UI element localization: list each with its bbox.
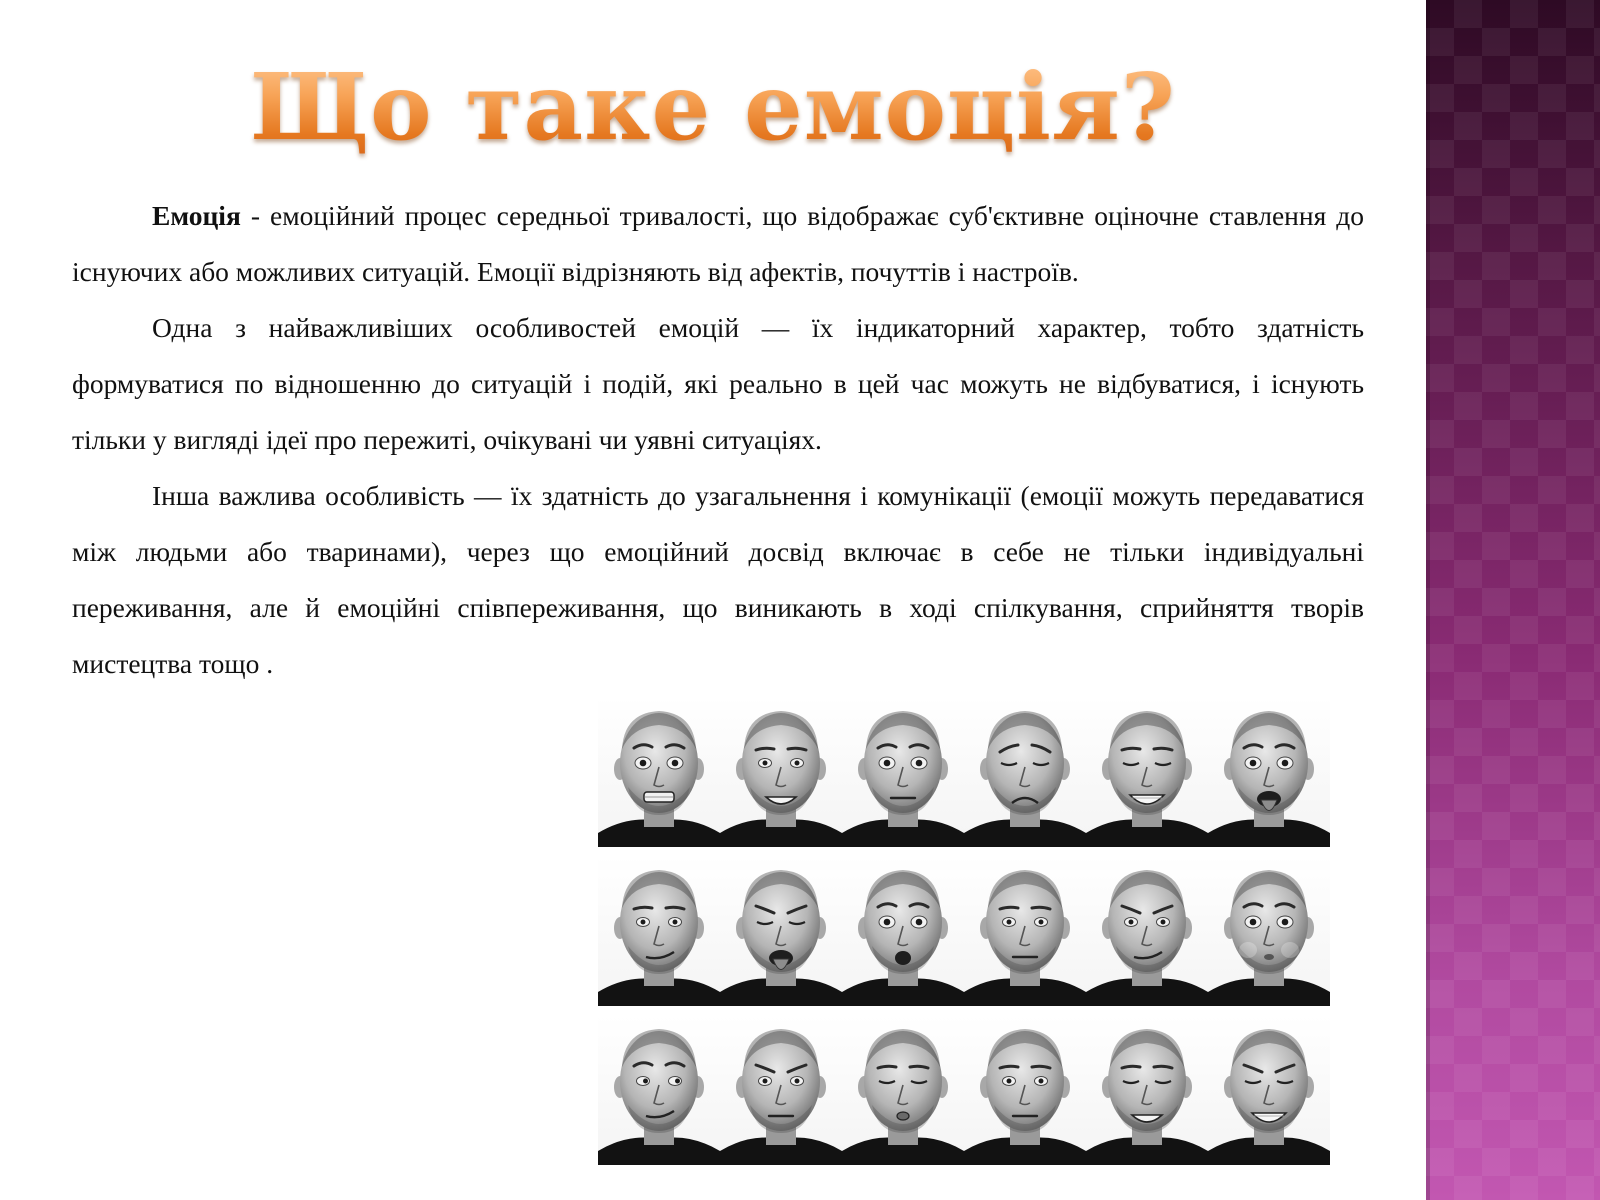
face-tongue-out-icon — [1208, 697, 1330, 847]
face-photo — [964, 697, 1086, 847]
face-eyes-closed-pout-icon — [842, 1015, 964, 1165]
face-photo — [720, 856, 842, 1006]
side-band-edge — [1426, 0, 1430, 1200]
face-surprised-icon — [842, 856, 964, 1006]
face-flat-icon — [720, 1015, 842, 1165]
face-side-glance-icon — [598, 1015, 720, 1165]
face-neutral-icon — [964, 1015, 1086, 1165]
term-emotion: Емоція — [152, 200, 241, 231]
paragraph-definition — [72, 188, 1364, 300]
paragraph-indicator: Одна з найважливіших особливостей емоцій — їх індикаторний характер, тобто здатність формуватися по відношенню до ситуацій і подій, які реально в цей час можуть не відбуватися, і існують тільки у вигляді ідеї про пережиті, очікувані чи уявні ситуаціях. — [72, 312, 1364, 455]
face-smirk-icon — [598, 856, 720, 1006]
purple-side-band — [1426, 0, 1600, 1200]
face-half-smile-icon — [1086, 1015, 1208, 1165]
face-doubtful-icon — [1086, 856, 1208, 1006]
face-puffed-cheeks-icon — [1208, 856, 1330, 1006]
face-photo — [964, 856, 1086, 1006]
face-scrunched-tongue-icon — [720, 856, 842, 1006]
face-smile-icon — [720, 697, 842, 847]
face-grin-icon — [1086, 697, 1208, 847]
face-squint-grin-icon — [1208, 1015, 1330, 1165]
face-photo — [842, 856, 964, 1006]
face-photo — [720, 697, 842, 847]
face-photo — [598, 697, 720, 847]
face-photo — [598, 856, 720, 1006]
face-photo — [1208, 1015, 1330, 1165]
face-photo — [1208, 697, 1330, 847]
face-photo — [842, 1015, 964, 1165]
face-photo — [1086, 1015, 1208, 1165]
face-neutral-icon — [964, 856, 1086, 1006]
facial-expressions-grid — [598, 697, 1334, 1165]
face-photo — [1086, 697, 1208, 847]
definition-text: - емоційний процес середньої тривалості, що відображає суб'єктивне оціночне ставлення до існуючих або можливих ситуацій. Емоції відрізняють від афектів, почуттів і настроїв. — [72, 200, 1364, 287]
face-wide-eyed-icon — [842, 697, 964, 847]
face-photo — [1208, 856, 1330, 1006]
face-photo — [964, 1015, 1086, 1165]
face-photo — [1086, 856, 1208, 1006]
body-text — [72, 188, 1364, 692]
face-photo — [598, 1015, 720, 1165]
face-photo — [720, 1015, 842, 1165]
slide-title: Що таке емоція? — [0, 52, 1426, 162]
face-grimace-icon — [598, 697, 720, 847]
face-photo — [842, 697, 964, 847]
face-sad-icon — [964, 697, 1086, 847]
paragraph-communication: Інша важлива особливість — їх здатність до узагальнення і комунікації (емоції можуть передаватися між людьми або тваринами), через що емоційний досвід включає в себе не тільки індивідуальні переживання, але й емоційні співпереживання, що виникають в ході спілкування, сприйняття творів мистецтва тощо . — [72, 480, 1364, 679]
